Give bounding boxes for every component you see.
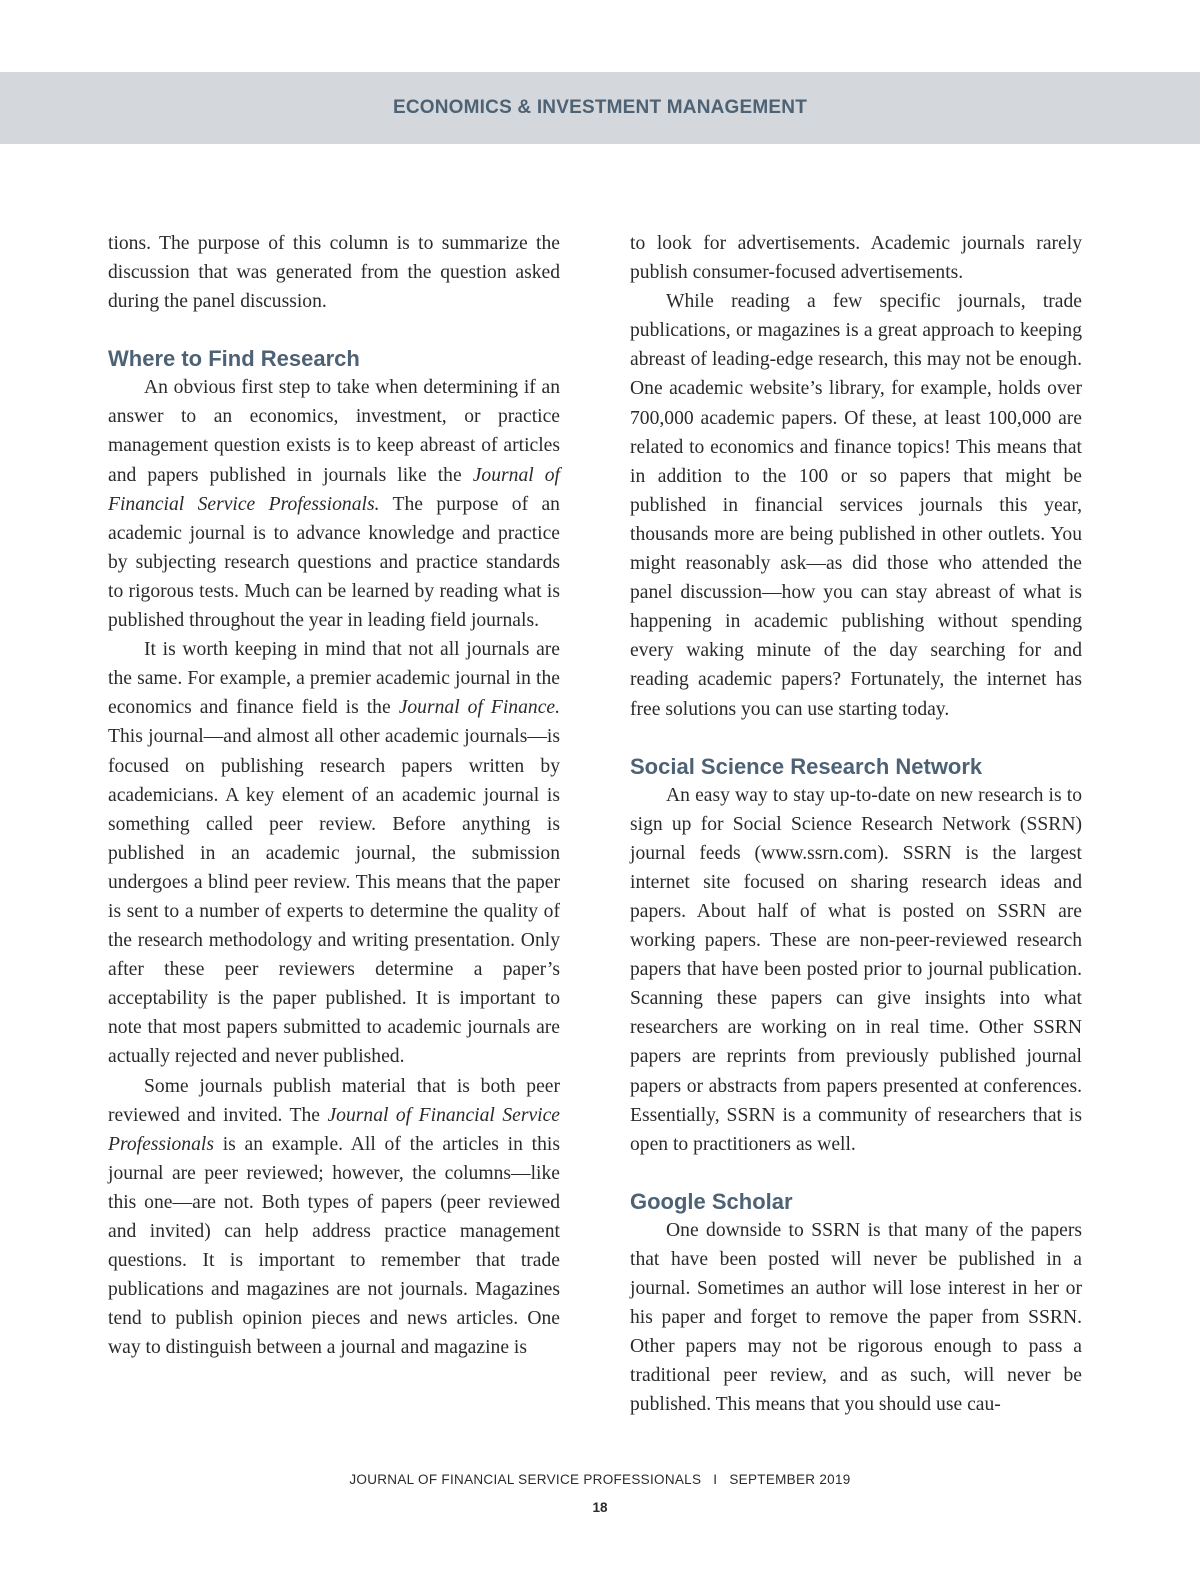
heading-google-scholar: Google Scholar [630,1188,793,1214]
paragraph: tions. The purpose of this column is to summarize the discussion that was generated from the question asked during the panel discussion. [108,233,560,313]
paragraph: It is worth keeping in mind that not all journals are the same. For example, a premier academic journal in the economics and finance field is the Journal of Finance. This journal—and almost all other academic journals—is focused on publishing research papers written by academicians. A key element of an academic journal is something called peer review. Before anything is published in an academic journal, the submission undergoes a blind peer review. This means that the paper is sent to a number of experts to determine the quality of the research methodology and writing presentation. Only after these peer reviewers determine a paper’s acceptability is the paper published. It is important to note that most papers submitted to academic journals are actually rejected and never published. [108,639,560,1068]
journal-title: Journal of Financial Service Professionals. [108,464,560,515]
page-footer [0,1472,1200,1487]
page-number: 18 [592,1500,608,1515]
left-column [108,229,560,1362]
section-banner [0,72,1200,144]
footer-separator: I [713,1472,718,1487]
paragraph: An obvious first step to take when determining if an answer to an economics, investment, or practice management question exists is to keep abreast of articles and papers published in journals like the Journal of Financial Service Professionals. The purpose of an academic journal is to advance knowledge and practice by subjecting research questions and practice standards to rigorous tests. Much can be learned by reading what is published throughout the year in leading field journals. [108,377,560,632]
paragraph: An easy way to stay up-to-date on new research is to sign up for Social Science Research Network (SSRN) journal feeds (www.ssrn.com). SSRN is the largest internet site focused on sharing research ideas and papers. About half of what is posted on SSRN are working papers. These are non-peer-reviewed research papers that have been posted prior to journal publication. Scanning these papers can give insights into what researchers are working on in real time. Other SSRN papers are reprints from previously published journal papers or abstracts from papers presented at conferences. Essentially, SSRN is a community of researchers that is open to practitioners as well. [630,784,1082,1155]
right-column [630,229,1082,1419]
footer-date: SEPTEMBER 2019 [729,1472,851,1487]
paragraph: to look for advertisements. Academic journals rarely publish consumer-focused advertisements. [630,233,1082,284]
section-title: ECONOMICS & INVESTMENT MANAGEMENT [392,97,808,118]
journal-title: Journal of Finance. [398,697,560,719]
journal-title: Journal of Financial Service Professionals [108,1104,560,1155]
paragraph: One downside to SSRN is that many of the papers that have been posted will never be published in a journal. Sometimes an author will lose interest in her or his paper and forget to remove the paper from SSRN. Other papers may not be rigorous enough to pass a traditional peer review, and as such, will never be published. This means that you should use cau- [630,1219,1082,1416]
footer-journal-name: JOURNAL OF FINANCIAL SERVICE PROFESSIONALS [349,1472,702,1487]
paragraph: While reading a few specific journals, trade publications, or magazines is a great approach to keeping abreast of leading-edge research, this may not be enough. One academic website’s library, for example, holds over 700,000 academic papers. Of these, at least 100,000 are related to economics and finance topics! This means that in addition to the 100 or so papers that might be published in financial services journals this year, thousands more are being published in other outlets. You might reasonably ask—as did those who attended the panel discussion—how you can stay abreast of what is happening in academic publishing without spending every waking minute of the day searching for and reading academic papers? Fortunately, the internet has free solutions you can use starting today. [630,291,1082,720]
heading-ssrn: Social Science Research Network [630,753,983,779]
paragraph: Some journals publish material that is both peer reviewed and invited. The Journal of Financial Service Professionals is an example. All of the articles in this journal are peer reviewed; however, the columns—like this one—are not. Both types of papers (peer reviewed and invited) can help address practice management questions. It is important to remember that trade publications and magazines are not journals. Magazines tend to publish opinion pieces and news articles. One way to distinguish between a journal and magazine is [108,1075,560,1359]
heading-where-to-find-research: Where to Find Research [108,346,360,372]
